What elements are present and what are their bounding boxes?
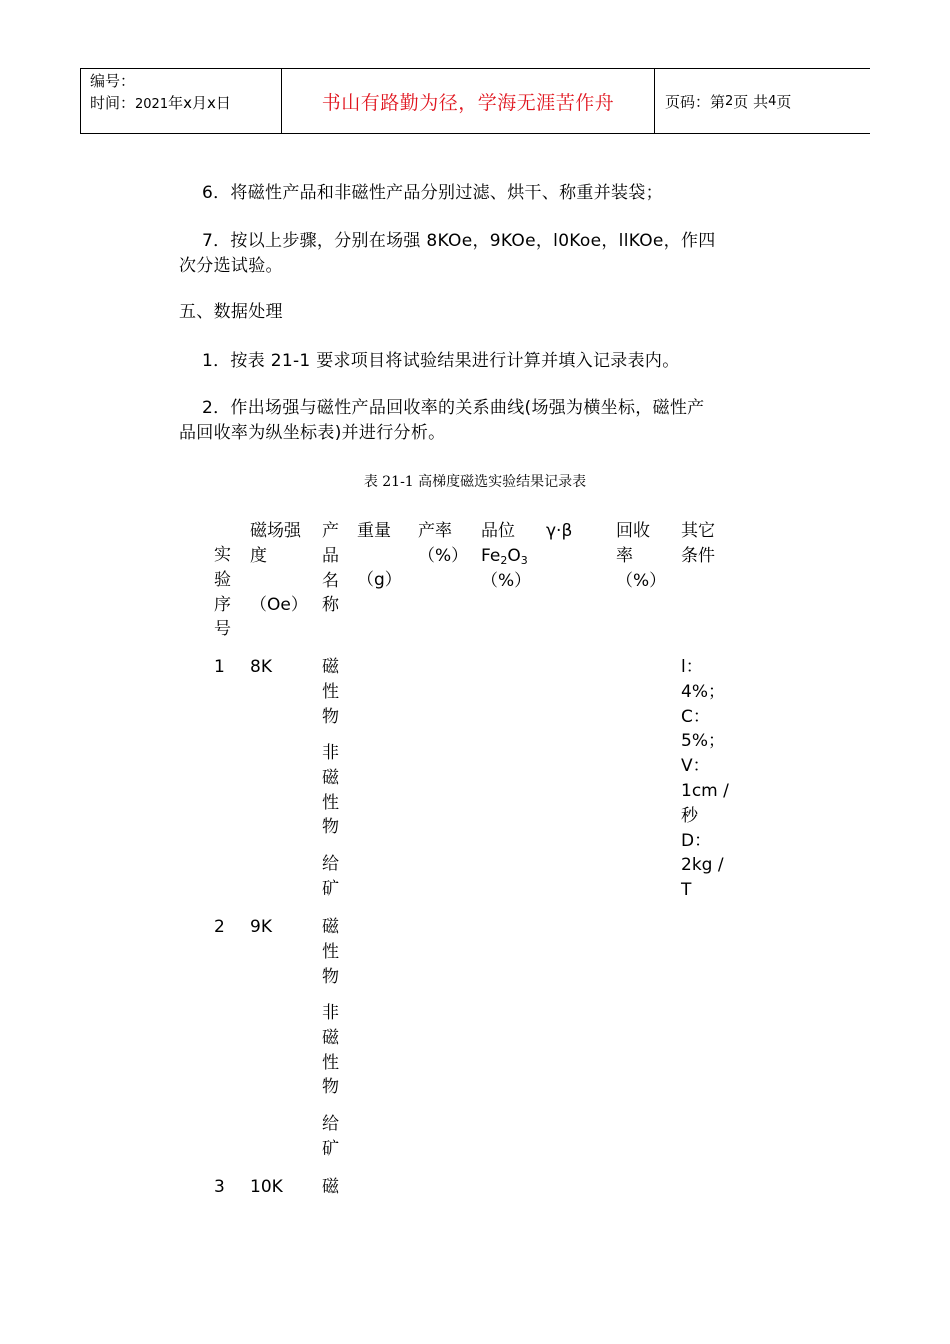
time-line [90, 92, 281, 116]
header-gammabeta: γ·β [546, 521, 573, 541]
page-total: 4 [768, 93, 777, 109]
time-rest: 年x月x日 [168, 94, 231, 112]
row-2-field: 9K [250, 917, 272, 937]
header-grade-formula [481, 544, 537, 569]
item-1: 1．按表 21-1 要求项目将试验结果进行计算并填入记录表内。 [202, 351, 680, 371]
header-box [80, 68, 870, 134]
table-caption: 表 21-1 高梯度磁选实验结果记录表 [363, 474, 587, 490]
header-yield-unit: （%） [418, 545, 469, 566]
time-label: 时间： [90, 94, 136, 112]
cond-c-value: 5%； [681, 731, 725, 752]
cond-l-value: 4%； [681, 681, 725, 702]
header-recovery [616, 519, 667, 593]
page-current: 2 [725, 93, 734, 109]
cond-c-label: C： [681, 706, 710, 727]
grade-sub2: 3 [520, 553, 528, 567]
header-weight [357, 519, 401, 593]
item-2-line-2: 品回收率为纵坐标表)并进行分析。 [179, 423, 446, 443]
motto: 书山有路勤为径，学海无涯苦作舟 [321, 91, 615, 114]
header-weight-label: 重量 [357, 521, 391, 541]
row-2-seq: 2 [214, 917, 225, 937]
cond-v-unit: 秒 [681, 805, 698, 826]
number-label: 编号： [90, 72, 136, 90]
header-product: 产品名称 [322, 521, 339, 616]
header-grade-label: 品位 [481, 521, 515, 541]
page-prefix: 页码：第 [665, 92, 726, 111]
header-yield-label: 产率 [418, 521, 452, 541]
step-7-line-2: 次分选试验。 [179, 256, 283, 276]
grade-sub1: 2 [500, 553, 508, 567]
row-3-seq: 3 [214, 1177, 225, 1197]
header-grade-unit: （%） [481, 570, 532, 591]
header-info [81, 69, 282, 133]
header-yield [418, 519, 469, 569]
cond-d-value: 2kg / [681, 855, 724, 876]
header-recovery-unit: （%） [616, 570, 667, 591]
time-year: 2021 [135, 97, 169, 112]
row-1-product-nonmagnetic: 非磁性物 [322, 743, 339, 838]
row-1-product-magnetic: 磁性物 [322, 657, 339, 727]
header-field-label: 磁场强度 [250, 521, 301, 566]
page-mid: 页 共 [733, 92, 769, 111]
row-2-product-magnetic: 磁性物 [322, 917, 339, 987]
page-suffix: 页 [776, 92, 792, 111]
row-2-product-feed: 给矿 [322, 1114, 339, 1159]
section-heading: 五、数据处理 [179, 302, 283, 322]
cond-d-unit: T [681, 880, 692, 901]
cond-v-label: V： [681, 756, 710, 777]
header-seq: 实验序号 [214, 545, 231, 640]
row-1-seq: 1 [214, 657, 225, 677]
cond-v-value: 1cm / [681, 780, 729, 801]
item-2-line-1: 2．作出场强与磁性产品回收率的关系曲线(场强为横坐标，磁性产 [202, 398, 705, 418]
row-1-product-feed: 给矿 [322, 854, 339, 899]
header-grade [481, 519, 537, 593]
row-3-field: 10K [250, 1177, 283, 1197]
header-weight-unit: （g） [357, 569, 402, 590]
header-other: 其它条件 [681, 521, 715, 566]
cond-l-label: l： [681, 657, 703, 677]
other-conditions [681, 655, 751, 903]
grade-fe: Fe [481, 545, 501, 566]
header-motto-cell [282, 69, 655, 133]
header-field [250, 519, 314, 617]
row-1-field: 8K [250, 657, 272, 677]
page-counter [655, 69, 871, 133]
step-7-line-1: 7．按以上步骤，分别在场强 8KOe，9KOe，l0Koe，llKOe，作四 [202, 231, 716, 251]
header-field-unit: （Oe） [250, 594, 308, 615]
cond-d-label: D： [681, 830, 712, 851]
step-6: 6．将磁性产品和非磁性产品分别过滤、烘干、称重并装袋； [202, 183, 663, 203]
row-2-product-nonmagnetic: 非磁性物 [322, 1003, 339, 1098]
header-recovery-label: 回收率 [616, 521, 650, 566]
grade-o: O [507, 545, 521, 566]
row-3-product-magnetic: 磁 [322, 1177, 339, 1197]
